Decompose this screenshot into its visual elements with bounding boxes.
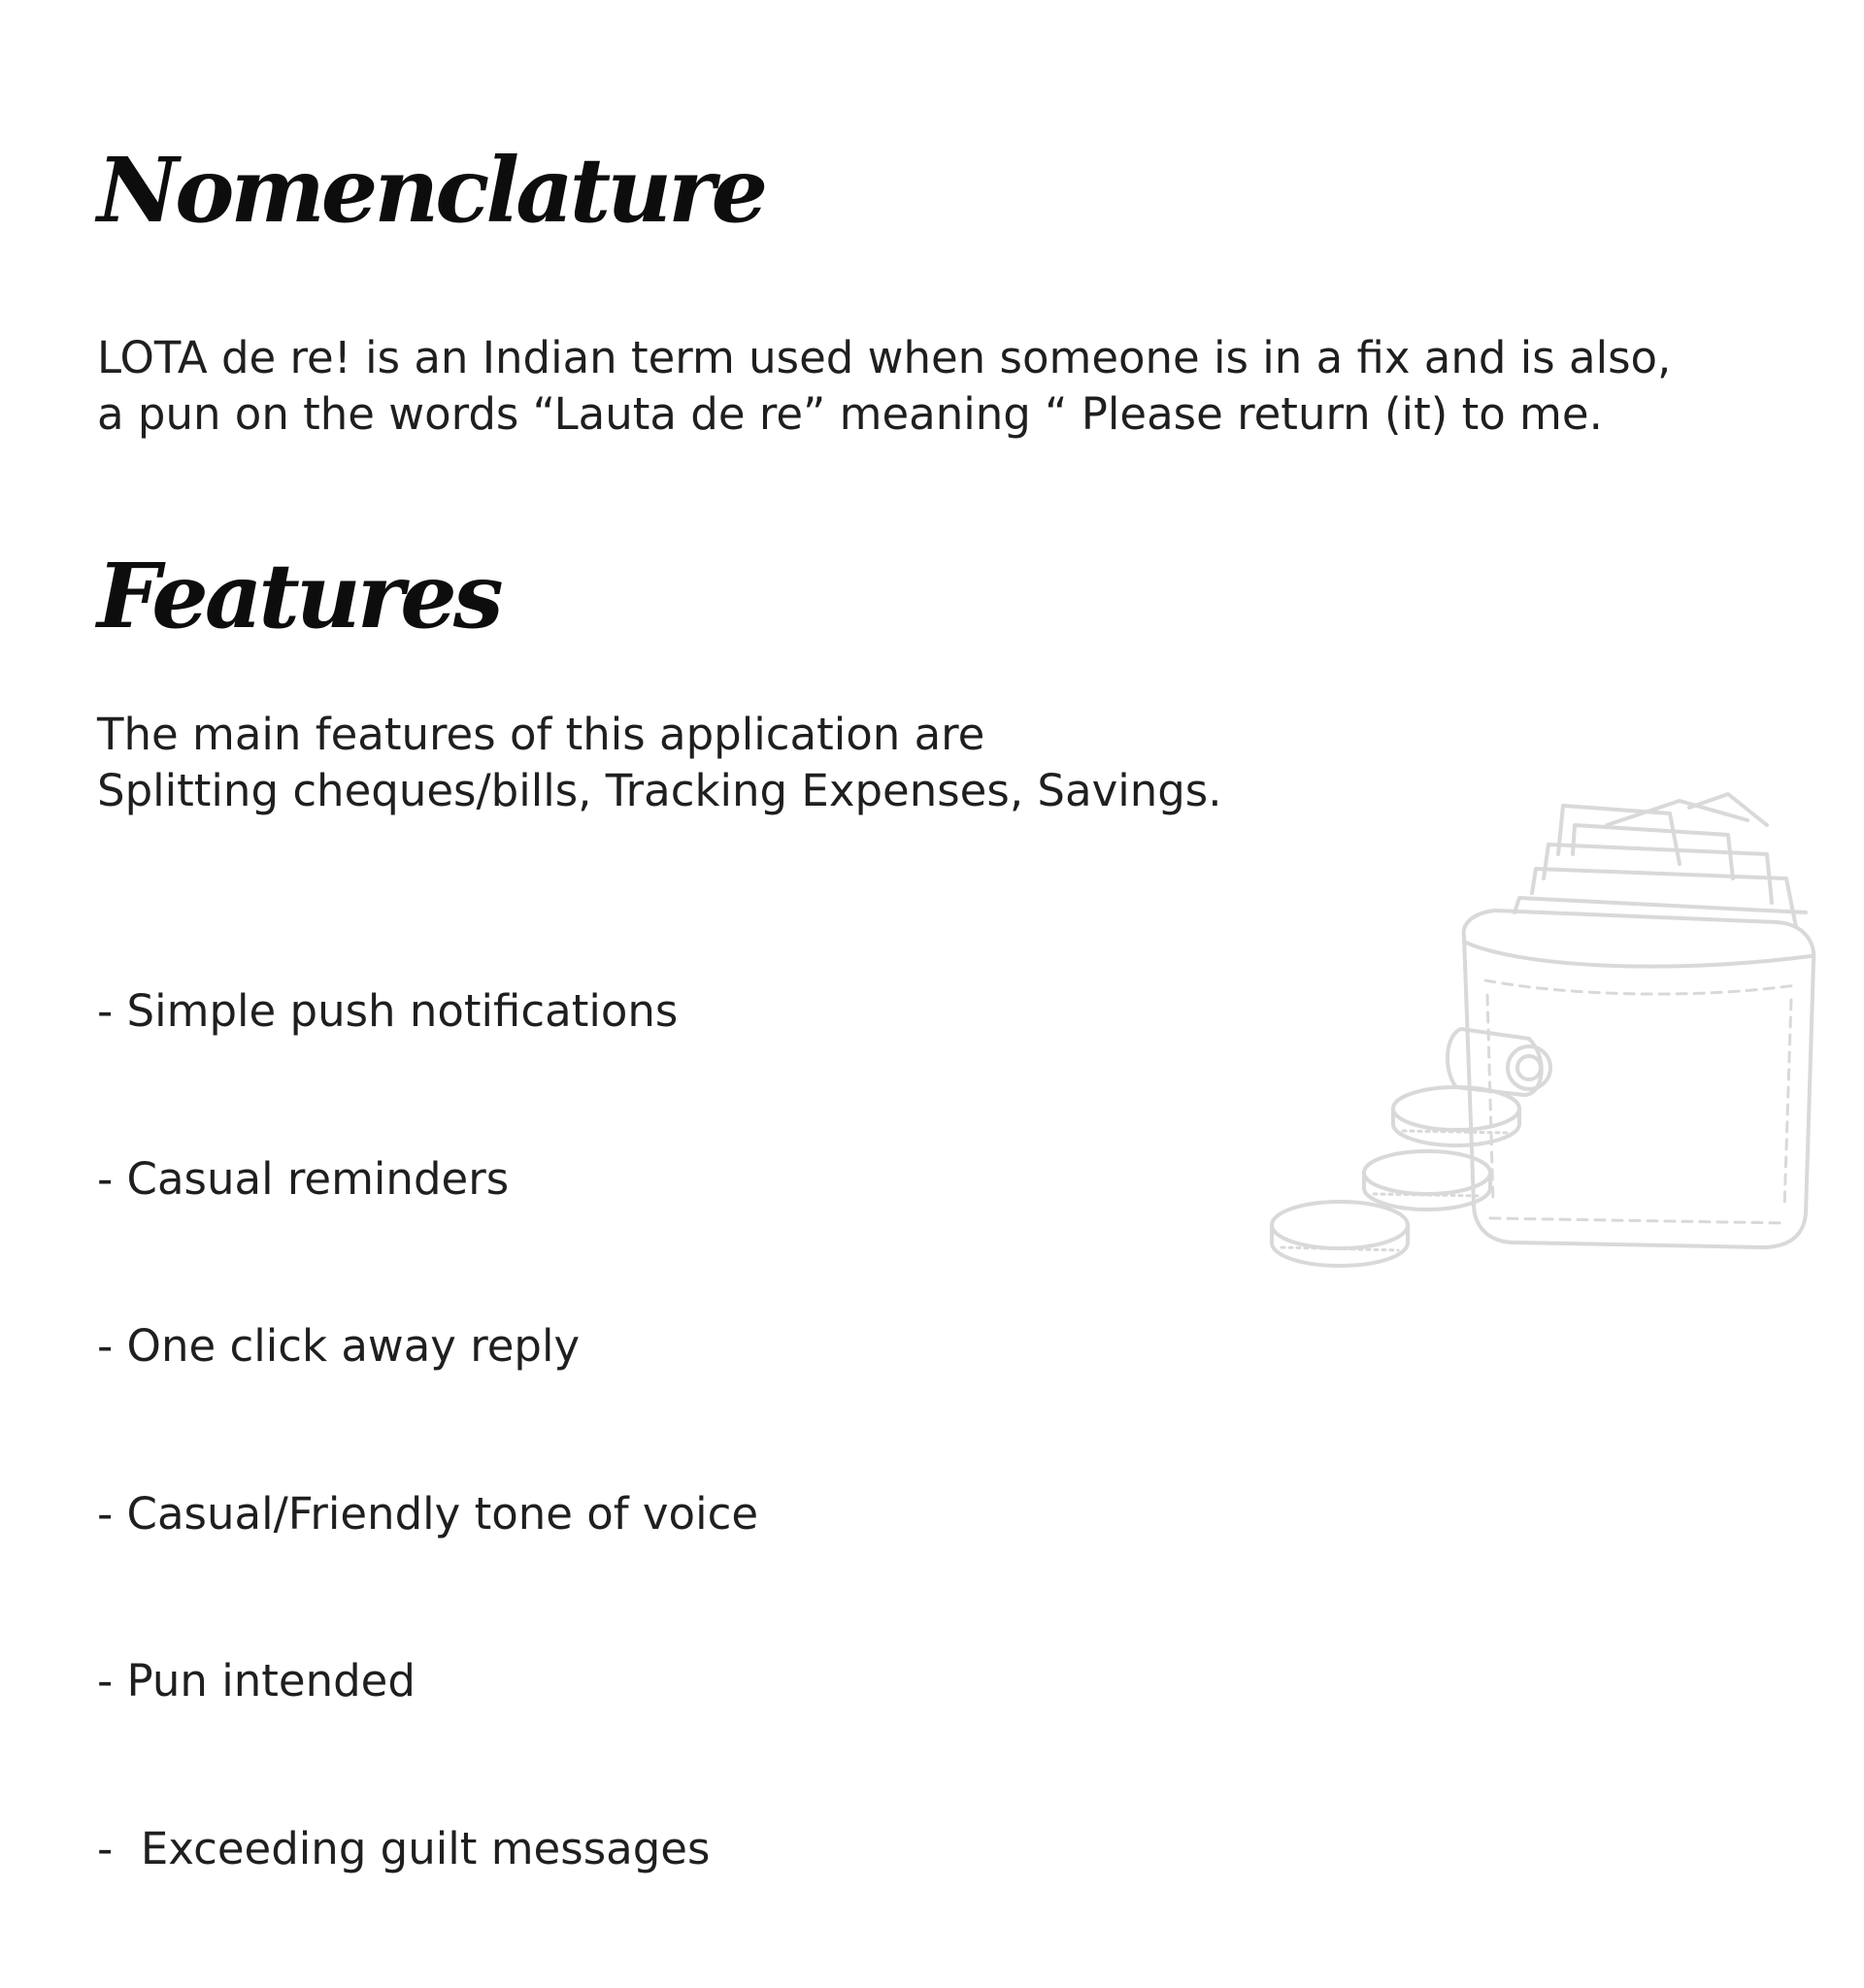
- feature-item: - Pun intended: [97, 1655, 416, 1706]
- features-heading: Features: [97, 544, 500, 648]
- nomenclature-line-1: LOTA de re! is an Indian term used when someone is in a fix and is also,: [97, 332, 1672, 383]
- features-intro-line-1: The main features of this application are: [97, 709, 985, 760]
- feature-item: - Simple push notifications: [97, 985, 679, 1037]
- nomenclature-line-2: a pun on the words “Lauta de re” meaning “ Please return (it) to me.: [97, 388, 1603, 440]
- features-intro-line-2: Splitting cheques/bills, Tracking Expenses, Savings.: [97, 765, 1222, 816]
- features-intro: [97, 707, 1222, 819]
- feature-item: - Casual reminders: [97, 1152, 510, 1205]
- feature-list: [97, 872, 758, 1988]
- wallet-with-coins-icon: [1223, 786, 1845, 1291]
- feature-item: - Casual/Friendly tone of voice: [97, 1487, 759, 1540]
- feature-item: - Exceeding guilt messages: [97, 1822, 711, 1874]
- nomenclature-paragraph: [97, 330, 1671, 443]
- feature-item: - One click away reply: [97, 1320, 581, 1372]
- nomenclature-heading: Nomenclature: [97, 138, 765, 243]
